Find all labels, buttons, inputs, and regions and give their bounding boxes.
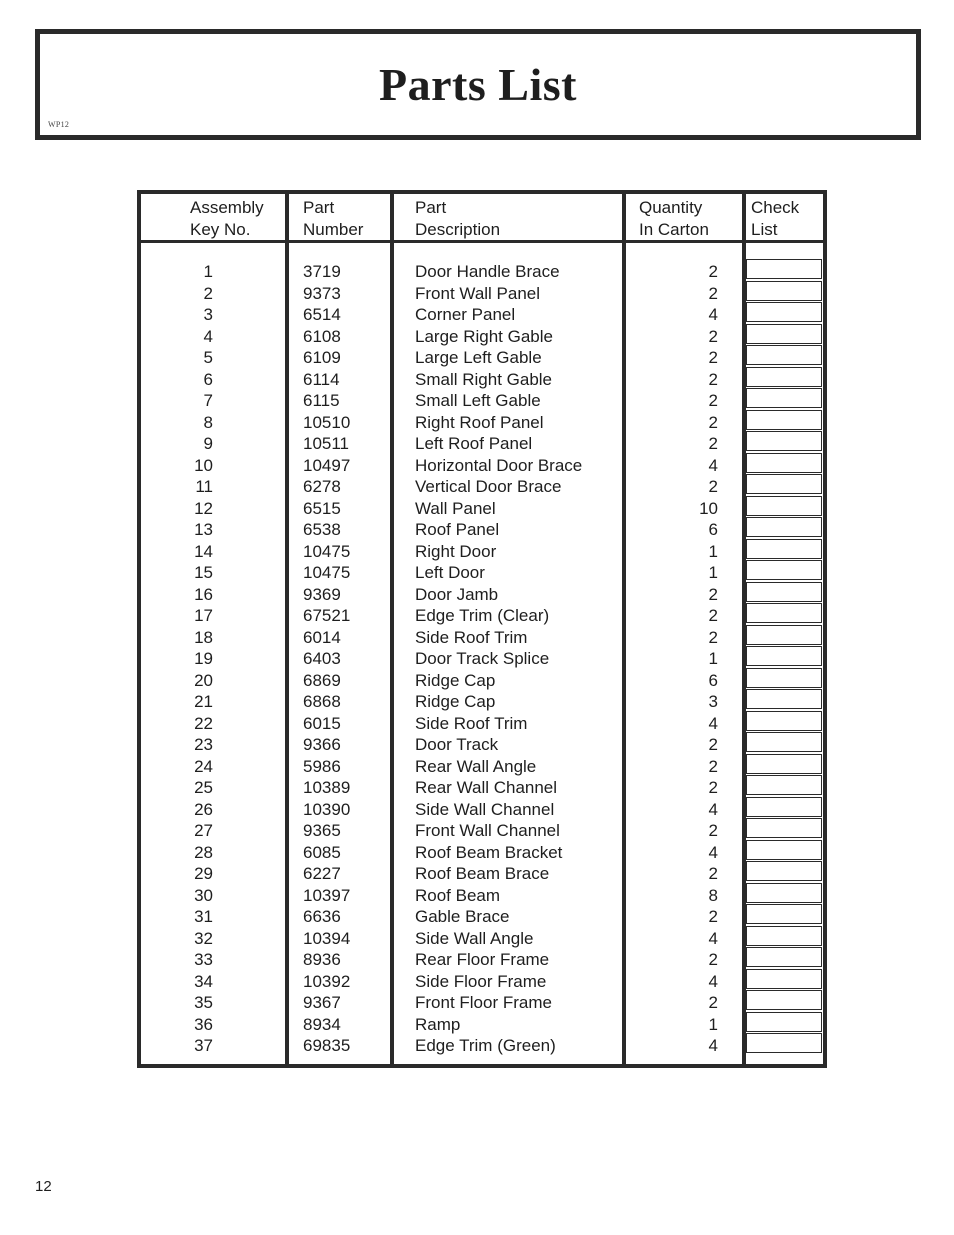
check-list-box[interactable] <box>746 711 822 731</box>
part-description-cell: Large Left Gable <box>415 348 542 367</box>
assembly-key-cell: 21 <box>194 692 213 711</box>
quantity-cell: 6 <box>708 520 718 539</box>
quantity-cell: 4 <box>708 928 718 948</box>
table-row <box>141 283 823 305</box>
quantity-cell: 3 <box>708 692 718 711</box>
part-number-cell: 6278 <box>303 477 341 496</box>
quantity-cell: 10 <box>699 498 718 518</box>
check-list-box[interactable] <box>746 797 822 817</box>
quantity-cell: 2 <box>708 434 718 453</box>
header-quantity: Quantity In Carton <box>639 198 709 239</box>
part-number-cell: 6636 <box>303 907 341 926</box>
quantity-cell: 4 <box>708 842 718 862</box>
part-description-cell: Ridge Cap <box>415 692 496 711</box>
assembly-key-cell: 20 <box>194 670 213 690</box>
part-description-cell: Small Left Gable <box>415 391 541 410</box>
part-number-cell: 9369 <box>303 584 341 604</box>
quantity-cell: 1 <box>708 649 718 668</box>
part-number-cell: 10394 <box>303 928 351 948</box>
part-number-cell: 9373 <box>303 283 341 303</box>
check-list-box[interactable] <box>746 281 822 301</box>
quantity-cell: 2 <box>708 821 718 840</box>
table-row <box>141 713 823 735</box>
part-description-cell: Edge Trim (Clear) <box>415 606 550 625</box>
quantity-cell: 2 <box>708 369 718 389</box>
quantity-cell: 2 <box>708 412 718 432</box>
header-part-description: Part Description <box>415 198 501 239</box>
part-description-cell: Vertical Door Brace <box>415 477 562 496</box>
table-row <box>141 412 823 434</box>
part-number-cell: 6515 <box>303 498 341 518</box>
check-list-box[interactable] <box>746 625 822 645</box>
check-list-box[interactable] <box>746 453 822 473</box>
table-row <box>141 928 823 950</box>
title-banner <box>35 29 921 140</box>
quantity-cell: 2 <box>708 584 718 604</box>
part-number-cell: 10511 <box>303 434 350 453</box>
header-assembly-key: Assembly Key No. <box>190 198 264 239</box>
check-list-box[interactable] <box>746 367 822 387</box>
table-row <box>141 691 823 713</box>
part-description-cell: Rear Wall Channel <box>415 778 558 797</box>
check-list-box[interactable] <box>746 1012 822 1032</box>
assembly-key-cell: 15 <box>194 563 213 582</box>
assembly-key-cell: 18 <box>194 627 213 647</box>
assembly-key-cell: 23 <box>194 735 213 754</box>
part-number-cell: 10390 <box>303 799 351 819</box>
assembly-key-cell: 37 <box>194 1036 213 1055</box>
check-list-box[interactable] <box>746 582 822 602</box>
check-list-box[interactable] <box>746 302 822 322</box>
parts-table <box>137 190 827 1068</box>
assembly-key-cell: 8 <box>203 412 213 432</box>
quantity-cell: 4 <box>708 713 718 733</box>
check-list-box[interactable] <box>746 539 822 559</box>
part-number-cell: 5986 <box>303 756 341 776</box>
part-description-cell: Edge Trim (Green) <box>415 1036 556 1055</box>
part-number-cell: 67521 <box>303 606 351 625</box>
assembly-key-cell: 30 <box>194 885 213 905</box>
part-number-cell: 8936 <box>303 950 341 969</box>
quantity-cell: 2 <box>708 627 718 647</box>
check-list-box[interactable] <box>746 969 822 989</box>
table-row <box>141 347 823 369</box>
table-row <box>141 605 823 627</box>
assembly-key-cell: 36 <box>194 1014 213 1034</box>
part-number-cell: 10475 <box>303 563 351 582</box>
table-row <box>141 670 823 692</box>
check-list-box[interactable] <box>746 474 822 494</box>
check-list-box[interactable] <box>746 947 822 967</box>
quantity-cell: 1 <box>708 1014 718 1034</box>
part-description-cell: Door Track Splice <box>415 649 550 668</box>
part-description-cell: Horizontal Door Brace <box>415 455 583 475</box>
header-check-list: Check List <box>751 198 800 239</box>
assembly-key-cell: 28 <box>194 842 213 862</box>
part-description-cell: Gable Brace <box>415 907 510 926</box>
assembly-key-cell: 35 <box>194 993 213 1012</box>
part-number-cell: 10392 <box>303 971 351 991</box>
table-row <box>141 433 823 455</box>
part-number-cell: 8934 <box>303 1014 341 1034</box>
part-number-cell: 9367 <box>303 993 341 1012</box>
assembly-key-cell: 24 <box>194 756 213 776</box>
check-list-box[interactable] <box>746 410 822 430</box>
check-list-box[interactable] <box>746 689 822 709</box>
assembly-key-cell: 12 <box>194 498 213 518</box>
quantity-cell: 2 <box>708 907 718 926</box>
part-description-cell: Ramp <box>415 1014 461 1034</box>
part-description-cell: Front Floor Frame <box>415 993 552 1012</box>
check-list-box[interactable] <box>746 496 822 516</box>
assembly-key-cell: 2 <box>203 283 213 303</box>
quantity-cell: 2 <box>708 864 718 883</box>
quantity-cell: 2 <box>708 735 718 754</box>
quantity-cell: 2 <box>708 993 718 1012</box>
document-code: WP12 <box>48 120 70 129</box>
quantity-cell: 1 <box>708 541 718 561</box>
part-description-cell: Door Track <box>415 735 499 754</box>
check-list-box[interactable] <box>746 324 822 344</box>
check-list-box[interactable] <box>746 560 822 580</box>
part-description-cell: Corner Panel <box>415 305 516 324</box>
part-description-cell: Small Right Gable <box>415 369 553 389</box>
assembly-key-cell: 34 <box>194 971 213 991</box>
part-description-cell: Roof Beam Brace <box>415 864 550 883</box>
quantity-cell: 2 <box>708 606 718 625</box>
part-number-cell: 10497 <box>303 455 351 475</box>
part-description-cell: Left Roof Panel <box>415 434 533 453</box>
check-list-box[interactable] <box>746 259 822 279</box>
assembly-key-cell: 29 <box>194 864 213 883</box>
part-number-cell: 6403 <box>303 649 341 668</box>
assembly-key-cell: 1 <box>203 262 213 281</box>
quantity-cell: 4 <box>708 455 718 475</box>
table-row <box>141 326 823 348</box>
part-description-cell: Roof Beam <box>415 885 501 905</box>
part-number-cell: 6085 <box>303 842 341 862</box>
check-list-box[interactable] <box>746 926 822 946</box>
check-list-box[interactable] <box>746 646 822 666</box>
table-row <box>141 261 823 283</box>
table-row <box>141 756 823 778</box>
part-number-cell: 6115 <box>303 391 340 410</box>
quantity-cell: 2 <box>708 391 718 410</box>
check-list-box[interactable] <box>746 1033 822 1053</box>
part-number-cell: 10510 <box>303 412 351 432</box>
check-list-box[interactable] <box>746 775 822 795</box>
check-list-box[interactable] <box>746 990 822 1010</box>
table-row <box>141 863 823 885</box>
table-row <box>141 1035 823 1057</box>
part-description-cell: Roof Panel <box>415 520 500 539</box>
table-row <box>141 971 823 993</box>
quantity-cell: 6 <box>708 670 718 690</box>
assembly-key-cell: 7 <box>203 391 213 410</box>
check-list-box[interactable] <box>746 603 822 623</box>
part-number-cell: 10475 <box>303 541 351 561</box>
check-list-box[interactable] <box>746 668 822 688</box>
table-row <box>141 584 823 606</box>
part-description-cell: Side Wall Angle <box>415 928 534 948</box>
quantity-cell: 2 <box>708 283 718 303</box>
page-title: Parts List <box>379 59 577 110</box>
assembly-key-cell: 33 <box>194 950 213 969</box>
quantity-cell: 4 <box>708 305 718 324</box>
table-row <box>141 820 823 842</box>
quantity-cell: 2 <box>708 348 718 367</box>
assembly-key-cell: 32 <box>194 928 213 948</box>
part-description-cell: Door Handle Brace <box>415 262 560 281</box>
assembly-key-cell: 27 <box>194 821 213 840</box>
part-description-cell: Ridge Cap <box>415 670 496 690</box>
part-description-cell: Side Roof Trim <box>415 713 528 733</box>
part-description-cell: Side Wall Channel <box>415 799 555 819</box>
quantity-cell: 8 <box>708 885 718 905</box>
part-description-cell: Roof Beam Bracket <box>415 842 563 862</box>
part-description-cell: Door Jamb <box>415 584 499 604</box>
part-description-cell: Rear Floor Frame <box>415 950 550 969</box>
check-list-box[interactable] <box>746 840 822 860</box>
table-row <box>141 498 823 520</box>
check-list-box[interactable] <box>746 904 822 924</box>
part-number-cell: 6869 <box>303 670 341 690</box>
page-number: 12 <box>35 1178 52 1195</box>
table-row <box>141 476 823 498</box>
table-row <box>141 562 823 584</box>
part-description-cell: Rear Wall Angle <box>415 756 537 776</box>
assembly-key-cell: 10 <box>194 455 213 475</box>
assembly-key-cell: 6 <box>203 369 213 389</box>
quantity-cell: 4 <box>708 799 718 819</box>
quantity-cell: 2 <box>708 477 718 496</box>
part-number-cell: 10389 <box>303 778 351 797</box>
assembly-key-cell: 19 <box>194 649 213 668</box>
check-list-box[interactable] <box>746 883 822 903</box>
quantity-cell: 4 <box>708 971 718 991</box>
quantity-cell: 2 <box>708 326 718 346</box>
assembly-key-cell: 9 <box>203 434 213 453</box>
check-list-box[interactable] <box>746 517 822 537</box>
assembly-key-cell: 25 <box>194 778 213 797</box>
table-row <box>141 777 823 799</box>
assembly-key-cell: 14 <box>194 541 213 561</box>
check-list-box[interactable] <box>746 431 822 451</box>
assembly-key-cell: 5 <box>203 348 213 367</box>
part-number-cell: 6227 <box>303 864 341 883</box>
assembly-key-cell: 16 <box>194 584 213 604</box>
quantity-cell: 2 <box>708 778 718 797</box>
quantity-cell: 2 <box>708 262 718 281</box>
part-description-cell: Front Wall Channel <box>415 821 560 840</box>
assembly-key-cell: 17 <box>194 606 213 625</box>
table-row <box>141 799 823 821</box>
part-number-cell: 9365 <box>303 821 341 840</box>
assembly-key-cell: 26 <box>194 799 213 819</box>
part-description-cell: Front Wall Panel <box>415 283 541 303</box>
quantity-cell: 1 <box>708 563 718 582</box>
header-part-number: Part Number <box>303 198 364 239</box>
assembly-key-cell: 4 <box>203 326 213 346</box>
table-row <box>141 455 823 477</box>
check-list-box[interactable] <box>746 818 822 838</box>
table-row <box>141 885 823 907</box>
table-row <box>141 304 823 326</box>
part-number-cell: 3719 <box>303 262 341 281</box>
table-row <box>141 390 823 412</box>
part-description-cell: Side Floor Frame <box>415 971 547 991</box>
part-description-cell: Side Roof Trim <box>415 627 528 647</box>
part-number-cell: 6108 <box>303 326 341 346</box>
part-description-cell: Large Right Gable <box>415 326 553 346</box>
part-number-cell: 6109 <box>303 348 341 367</box>
quantity-cell: 4 <box>708 1036 718 1055</box>
table-row <box>141 992 823 1014</box>
table-row <box>141 906 823 928</box>
assembly-key-cell: 13 <box>194 520 213 539</box>
part-description-cell: Left Door <box>415 563 485 582</box>
check-list-box[interactable] <box>746 388 822 408</box>
table-row <box>141 627 823 649</box>
assembly-key-cell: 11 <box>195 477 213 496</box>
part-description-cell: Wall Panel <box>415 498 496 518</box>
check-list-box[interactable] <box>746 345 822 365</box>
part-description-cell: Right Door <box>415 541 497 561</box>
table-row <box>141 541 823 563</box>
check-list-box[interactable] <box>746 754 822 774</box>
table-row <box>141 734 823 756</box>
check-list-box[interactable] <box>746 861 822 881</box>
assembly-key-cell: 31 <box>194 907 213 926</box>
assembly-key-cell: 3 <box>203 305 213 324</box>
table-row <box>141 648 823 670</box>
part-number-cell: 6014 <box>303 627 341 647</box>
table-row <box>141 1014 823 1036</box>
part-number-cell: 9366 <box>303 735 341 754</box>
quantity-cell: 2 <box>708 756 718 776</box>
quantity-cell: 2 <box>708 950 718 969</box>
table-row <box>141 519 823 541</box>
part-number-cell: 6015 <box>303 713 341 733</box>
table-row <box>141 369 823 391</box>
part-number-cell: 69835 <box>303 1036 351 1055</box>
check-list-box[interactable] <box>746 732 822 752</box>
assembly-key-cell: 22 <box>194 713 213 733</box>
table-row <box>141 949 823 971</box>
table-row <box>141 842 823 864</box>
part-number-cell: 6538 <box>303 520 341 539</box>
part-description-cell: Right Roof Panel <box>415 412 544 432</box>
part-number-cell: 6868 <box>303 692 341 711</box>
part-number-cell: 6514 <box>303 305 341 324</box>
part-number-cell: 10397 <box>303 885 351 905</box>
part-number-cell: 6114 <box>303 369 340 389</box>
